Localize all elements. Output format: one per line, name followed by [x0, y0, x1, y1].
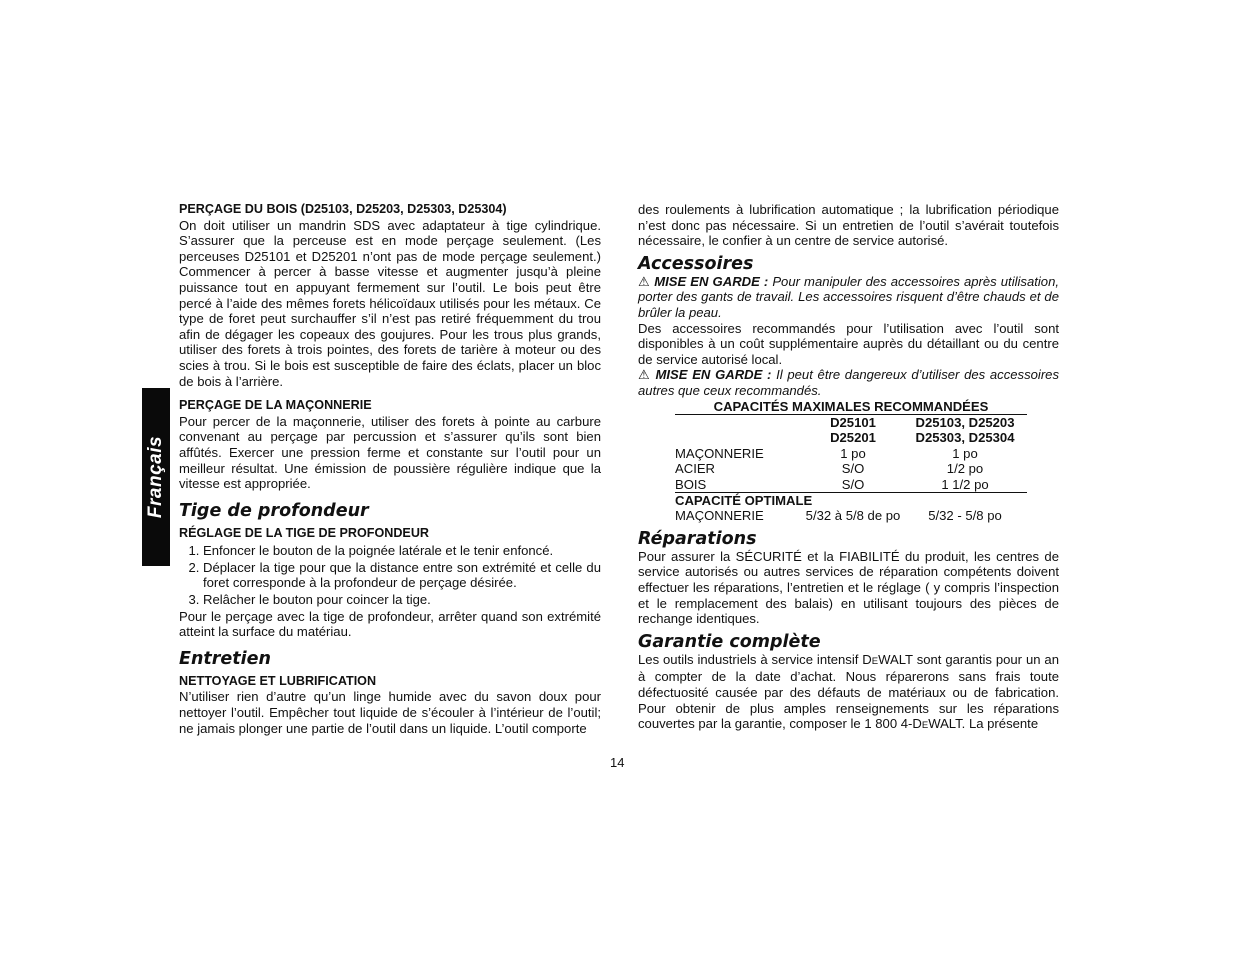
- row-label: BOIS: [675, 477, 803, 493]
- list-item: 2. Déplacer la tige pour que la distance entre son extrémité et celle du foret corresponde à la profondeur de perçage désirée.: [203, 560, 601, 591]
- warranty-text: Les outils industriels à service intensif DEWALT sont garantis pour un an à compter de la date d’achat. Nous réparerons sans frais toute défectuosité causée par des défauts de matériaux ou de fabrication. Pour obtenir de plus amples renseignements sur les réparations couvertes par la garantie, composer le 1 800 4-DEWALT. La présente: [638, 651, 1059, 732]
- table-row: [675, 446, 1027, 461]
- warning-other-accessories: [638, 367, 1059, 398]
- column-header-d25103: D25103, D25203: [915, 414, 1015, 430]
- cell-value: S/O: [841, 461, 865, 477]
- right-column: [638, 202, 1059, 734]
- section-title-wood-drilling: PERÇAGE DU BOIS (D25103, D25203, D25303, D25304): [179, 202, 507, 216]
- table-row: [675, 508, 1027, 523]
- depth-rod-text: Pour le perçage avec la tige de profondeur, arrêter quand son extrémité atteint la surface du matériau.: [179, 608, 601, 640]
- capacity-table: [675, 399, 1027, 524]
- table-row: [675, 461, 1027, 476]
- cell-value: 1 po: [952, 445, 978, 461]
- cell-value: 1 1/2 po: [903, 477, 1027, 493]
- depth-rod-steps: [179, 543, 601, 607]
- section-title-cleaning: NETTOYAGE ET LUBRIFICATION: [179, 673, 377, 688]
- warning-hot-accessories: [638, 274, 1059, 321]
- cell-value: 5/32 à 5/8 de po: [805, 508, 901, 524]
- heading-warranty: Garantie complète: [638, 631, 821, 652]
- heading-repairs: Réparations: [638, 528, 757, 549]
- column-header-d25101: D25101: [830, 414, 876, 430]
- optimal-capacity-title: CAPACITÉ OPTIMALE: [675, 492, 813, 508]
- repairs-text: Pour assurer la SÉCURITÉ et la FIABILITÉ du produit, les centres de service autorisés ou autres services de réparation compétents doivent effectuer les réparations, l’entretien et le réglage ( y compris l’inspection et le remplacement des balais) en utilisant toujours des pièces de rechange identiques.: [638, 548, 1059, 627]
- warning-triangle-icon: ⚠: [638, 367, 651, 383]
- row-label: MAÇONNERIE: [675, 508, 764, 524]
- accessories-text: Des accessoires recommandés pour l’utilisation avec l’outil sont disponibles à un coût supplémentaire auprès du détaillant ou du centre de service autorisé local.: [638, 320, 1059, 367]
- section-title-depth-rod-adjust: RÉGLAGE DE LA TIGE DE PROFONDEUR: [179, 525, 430, 540]
- warning-text: Pour manipuler des accessoires après utilisation, porter des gants de travail. Les accessoires risquent d’être chauds et de brûler la peau.: [638, 273, 1059, 320]
- table-row: [675, 477, 1027, 493]
- section-title-masonry-drilling: PERÇAGE DE LA MAÇONNERIE: [179, 398, 372, 413]
- wood-drilling-text: On doit utiliser un mandrin SDS avec adaptateur à tige cylindrique. S’assurer que la perceuse est en mode perçage seulement. (Les perceuses D25101 et D25201 n’ont pas de mode perçage seulement.) Commencer à percer à basse vitesse et augmenter jusqu’à pleine puissance tout en appuyant fermement sur l’outil. Le bois peut être percé à l’aide des mêmes forets hélicoïdaux utilisés pour les métaux. Ce type de foret peut surchauffer s’il n’est pas retiré fréquemment du trou afin de dégager les copeaux des goujures. Pour les trous plus grands, utiliser des forets à trois pointes, des forets de tarière à moteur ou des scies à trou. Si le bois est susceptible de faire des éclats, placer un bloc de bois à l’arrière.: [179, 217, 601, 389]
- language-side-tab: [142, 388, 170, 566]
- left-column: [179, 202, 601, 736]
- cell-value: 5/32 - 5/8 po: [928, 508, 1002, 524]
- page-number: 14: [610, 755, 625, 770]
- list-item: 3. Relâcher le bouton pour coincer la tige.: [203, 592, 601, 608]
- cell-value: 1/2 po: [946, 461, 984, 477]
- row-label: ACIER: [675, 461, 716, 477]
- cell-value: 1 po: [840, 445, 866, 461]
- warning-label: MISE EN GARDE :: [655, 367, 772, 383]
- row-label: MAÇONNERIE: [675, 445, 764, 461]
- column-header-d25303: D25303, D25304: [915, 430, 1015, 446]
- warning-label: MISE EN GARDE :: [654, 273, 769, 289]
- heading-accessories: Accessoires: [638, 253, 754, 274]
- capacity-table-title: CAPACITÉS MAXIMALES RECOMMANDÉES: [675, 399, 1027, 415]
- column-header-d25201: D25201: [830, 430, 876, 446]
- continued-text: des roulements à lubrification automatique ; la lubrification périodique n’est donc pas nécessaire. Si un entretien de l’outil s’avérait toutefois nécessaire, le confier à un centre de service autorisé.: [638, 202, 1059, 249]
- cleaning-text: N’utiliser rien d’autre qu’un linge humide avec du savon doux pour nettoyer l’outil. Empêcher tout liquide de s’écouler à l’intérieur de l’outil; ne jamais plonger une partie de l’outil dans un liquide. L’outil comporte: [179, 689, 601, 736]
- language-label: Français: [145, 435, 166, 519]
- warning-text: Il peut être dangereux d’utiliser des accessoires autres que ceux recommandés.: [638, 367, 1060, 398]
- list-item: 1. Enfoncer le bouton de la poignée latérale et le tenir enfoncé.: [203, 543, 601, 559]
- masonry-drilling-text: Pour percer de la maçonnerie, utiliser des forets à pointe au carbure convenant au perçage par percussion et s’assurer qu’ils sont bien affûtés. Exercer une pression ferme et constante sur l’outil pour un meilleur résultat. Une émission de poussière régulière indique que la vitesse est appropriée.: [179, 413, 601, 492]
- heading-maintenance: Entretien: [179, 648, 271, 669]
- cell-value: S/O: [803, 477, 903, 493]
- warning-triangle-icon: ⚠: [638, 273, 651, 289]
- heading-depth-rod: Tige de profondeur: [179, 500, 369, 521]
